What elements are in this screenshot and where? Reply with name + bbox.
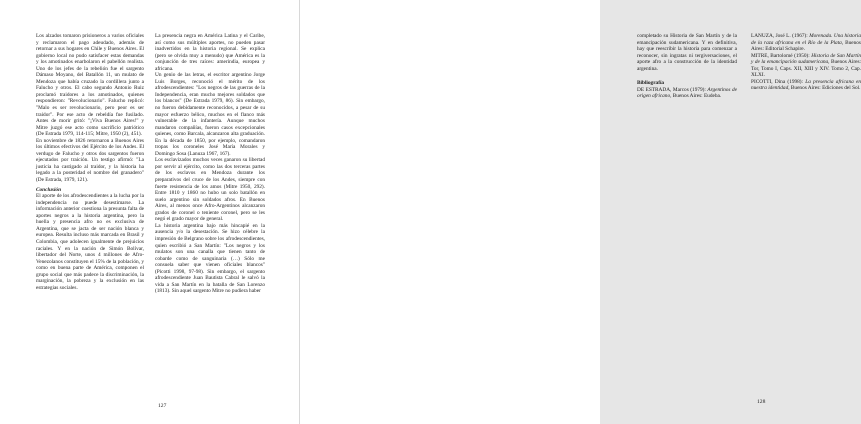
ref-author: LANUZA, José L. (1967): [751,33,808,39]
paragraph: La historia argentina bajo más hincapié en la ausencia y/o la desestación. Se hizo célebre la impresión de Belgrano sobre los afrodescendientes, quien escribió a San Martín: "Los negros y los mulatos son una canalla que tienen tanto de cobarde como de sanguinaria (…) Sólo me consuela saber que vienen oficiales blancos" (Picotti 1998, 97-98). Sin embargo, el sargento afrodescendiente Juan Bautista Cabral le salvó la vida a San Martín en la batalla de San Lorenzo (1813). Sin aquel sargento Mitre no pudiera haber [155,222,265,295]
ref-title: Morenada. Una historia de la raza africana en el Río de la Plata [751,33,861,46]
left-page [0,0,300,424]
ref-author: MITRE, Bartolomé (1950): [751,52,810,59]
bibliography-entry [751,53,861,79]
ref-title: Historia de San Martín y de la emancipación sudamericana [751,52,861,66]
bibliography-heading: Bibliografía [637,80,665,87]
ref-author: DE ESTRADA, Marcos (1979): [637,86,706,93]
paragraph: Los esclavizados muchos veces ganaron su libertad por servir al ejército, como las dos terceras partes de los esclavos en Mendoza durante los preparativos del cruce de los Andes, siempre con fuerte resistencia de los amos (Mitre 1950, 292). Entre 1810 y 1860 no hubo un solo batallón en suelo argentino sin soldados afros. En Buenos Aires, al menos once Afro-Argentinos alcanzaron grados de coronel o teniente coronel, pero se les negó el grado mayor de general. [155,157,265,223]
paragraph: Un genio de las letras, el escritor argentino Jorge Luis Borges, reconoció el mérito de los afrodescendientes: "Los negros de las guerras de la Independencia, eran mucho mejores soldados que los blancos" (De Estrada 1979, 86). Sin embargo, no fueron debidamente reconocidos, a pesar de su mayor esfuerzo bélico, muchos en el flanco más vulnerable de la infantería. Aunque muchos mandaron compañías, fueron casos excepcionales quienes, como Barcala, alcanzaron alta graduación. En la década de 1850, por ejemplo, comandaron tropas los coroneles José María Morales y Domingo Sosa (Lanuza 1967, 167). [155,72,265,157]
paragraph: El aporte de los afrodescendientes a la lucha por la independencia no puede desestimarse. La información anterior cuestiona la presunta falta de aportes negros a la historia argentina, pero la huella y presencia afro no es exclusiva de Argentina, que se jacta de ser nación blanca y europea. Resulta incluso más marcada en Brasil y Colombia, que adolecen igualmente de prejuicios raciales. Y en la nación de Simón Bolívar, libertador del Norte, unos 4 millones de Afro-Venezolanos constituyen el 15% de la población, y como en buena parte de América, componen el grupo social que más padece la discriminación, la marginación, la pobreza y la exclusión en las estrategias sociales. [36,193,144,291]
right-page [300,0,861,424]
paragraph: La presencia negra en América Latina y el Caribe, así como sus múltiples aportes, no pueden pasar inadvertidos en la historia regional. Se explica (pero se olvida muy a menudo) que América es la conjunción de tres raíces: amerindia, europea y africana. [155,33,265,72]
section-heading-conclusion: Conclusión [36,186,62,193]
bibliography-entry [751,33,861,53]
ref-publisher: , Buenos Aires: Editorial Schapire. [751,39,861,53]
ref-publisher: , Buenos Aires: Ediciones del Sol. [788,85,861,92]
paragraph: completado su Historia de San Martín y de la emancipación sudamericana. Y en definitiva, hay que reescribir la historia para comenzar a reconocer, sin ingratas ni tergiversaciones, el aporte afro a la construcción de la identidad argentina. [637,33,737,72]
ref-title: Argentinos de origen africano [637,86,738,100]
bibliography-entry [637,87,737,100]
paragraph: Los alzados tomaron prisioneros a varios oficiales y reclamaron el pago adeudado, además de retornar a sus hogares en Chile y Buenos Aires. El gobierno local no pudo satisfacer estas demandas y los amotinados enarbolaron el pabellón realista. Uno de los jefes de la rebelión fue el sargento Dámaso Moyano, del Batallón 11, un mulato de Mendoza que había cruzado la cordillera junto a Falucho y otros. El cabo segundo Antonio Ruiz proclamó traidores a los amotinados, quienes respondieron: "Revolucionario". Falucho replicó: "Malo es ser revolucionario, pero peor es ser traidor". Por ese acto de rebeldía fue fusilado. Antes de morir gritó: "¡Viva Buenos Aires!" y Mitre juzgó ese acto como sacrificio patriótico (De Estrada 1979, 114-115; Mitre, 1950 (2), 451). [36,33,144,138]
left-page-column-2 [155,33,265,295]
right-page-column-1 [637,33,737,100]
left-page-column-1 [36,33,144,291]
bibliography-entry [751,79,861,92]
ref-publisher: , Buenos Aires: Eudeba. [670,93,722,100]
ref-title: La presencia africana en nuestra identidad [751,78,861,92]
page-number: 128 [757,399,766,405]
ref-author: PICOTTI, Dina (1998): [751,78,804,85]
ref-publisher: , Buenos Aires: Tor, Tomo I, Caps. XII, XIII y XIV. Tomo 2, Cap. XLXI. [751,59,861,79]
paragraph: En noviembre de 1826 retornaron a Buenos Aires los últimos efectivos del Ejército de los Andes. El verdugo de Falucho y otros dos sargentos fueron ejecutados por traición. Un testigo afirmó: "La justicia ha castigado al traidor, y la historia ha legado a la posteridad el nombre del granadero" (De Estrada, 1979, 121). [36,137,144,184]
page-number: 127 [158,403,167,409]
right-page-column-2 [751,33,861,92]
